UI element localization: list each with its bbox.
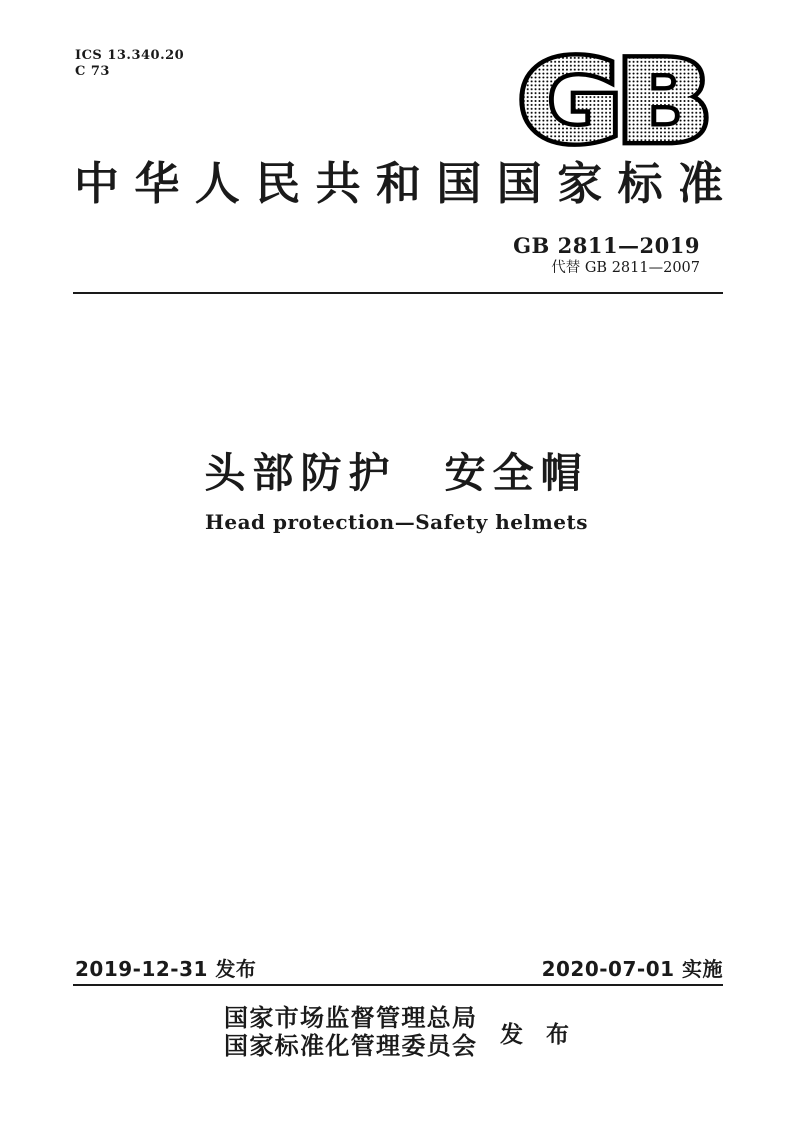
document-title-cn: 头部防护 安全帽	[204, 449, 589, 497]
document-title-en: Head protection—Safety helmets	[204, 510, 589, 534]
footer-divider	[73, 984, 723, 986]
publisher-names	[224, 1004, 476, 1060]
ics-block	[75, 48, 184, 80]
replaces-note: 代替 GB 2811—2007	[551, 260, 700, 276]
standard-number: GB 2811—2019	[513, 233, 700, 258]
publish-label: 发 布	[500, 1020, 569, 1048]
issue-date: 2019-12-31 发布	[75, 957, 257, 981]
gb-logo	[513, 52, 711, 150]
date-row	[75, 953, 723, 982]
category-code: C 73	[75, 64, 110, 79]
publisher-block	[0, 1004, 793, 1060]
gb-logo-text: GB	[517, 52, 707, 150]
header-divider	[73, 292, 723, 294]
standard-number-block	[513, 234, 700, 277]
publisher-line-1: 国家市场监督管理总局	[224, 1003, 476, 1032]
ics-code: ICS 13.340.20	[75, 48, 185, 63]
publisher-line-2: 国家标准化管理委员会	[224, 1031, 476, 1060]
implement-date: 2020-07-01 实施	[541, 957, 723, 981]
national-standard-header: 中华人民共和国国家标准	[74, 157, 723, 210]
